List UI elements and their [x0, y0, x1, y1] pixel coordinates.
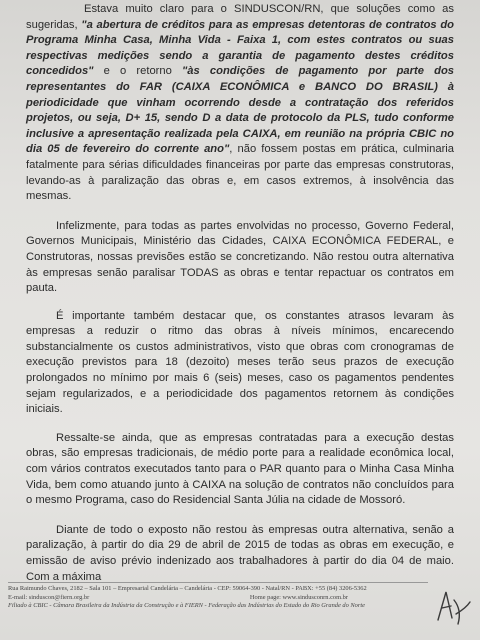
- footer-affiliation: Filiado à CBIC - Câmara Brasileira da Indústria da Construção e à FIERN - Federação das Indústrias do Estado do Rio Grande do Norte: [8, 602, 365, 610]
- paragraph-1: Estava muito claro para o SINDUSCON/RN, que soluções como as sugeridas, "a abertura de créditos para as empresas detentoras de contratos do Programa Minha Casa, Minha Vida - Faixa 1, com estes contratos ou suas respectivas medições sendo a garantia de pagamento destes créditos concedidos" e o retorno "às condições de pagamento por parte dos representantes do FAR (CAIXA ECONÔMICA e BANCO DO BRASIL) à periodicidade que vinham ocorrendo desde a contratação dos referidos projetos, ou seja, D+ 15, sendo D a data de protocolo da PLS, tudo conforme inclusive a apresentação realizada pela CAIXA, em reunião na própria CBIC no dia 05 de fevereiro do corrente ano", não fossem postas em prática, culminaria fatalmente para sérias dificuldades financeiras por parte das empresas construtoras, levando-as à paralização das obras e, em casos extremos, à insolvência das mesmas.: [26, 3, 454, 203]
- footer-homepage: Home page: www.sindusconrn.com.br: [249, 593, 348, 601]
- letter-body: [26, 2, 454, 585]
- paragraph-4: Ressalte-se ainda, que as empresas contratadas para a execução destas obras, são empresas tradicionais, de médio porte para a realidade econômica local, com vários contratos executados tanto para o PAR quanto para o Minha Casa Minha Vida, bem como atuando junto à CAIXA na solução de contratos não concluídos para o mesmo Programa, caso do Residencial Santa Júlia na cidade de Mossoró.: [26, 431, 454, 507]
- footer-contacts: [8, 594, 348, 603]
- paragraph-2: Infelizmente, para todas as partes envolvidas no processo, Governo Federal, Governos Municipais, Ministério das Cidades, CAIXA ECONÔMICA FEDERAL, e Construtoras, nossas previsões estão se concretizando. Não restou outra alternativa às empresas senão paralisar TODAS as obras e tentar repactuar os contratos em pauta.: [26, 219, 454, 295]
- footer-email: E-mail: sinduscon@fiern.org.br: [8, 593, 90, 601]
- letterhead-footer: [8, 582, 428, 611]
- paragraph-5: Diante de todo o exposto não restou às empresas outra alternativa, senão a paralização, à partir do dia 29 de abril de 2015 de todas as obras em execução, e emissão de aviso prévio indenizado aos trabalhadores à partir do dia 04 de maio. Com a máxima: [26, 523, 454, 583]
- signature-mark: [432, 580, 472, 630]
- quoted-proposal-2: "às condições de pagamento por parte dos representantes do FAR (CAIXA ECONÔMICA e BANCO DO BRASIL) à periodicidade que vinham ocorrendo desde a contratação dos referidos projetos, ou seja, D+ 15, sendo D a data de protocolo da PLS, tudo conforme inclusive a apresentação realizada pela CAIXA, em reunião na própria CBIC no dia 05 de fevereiro do corrente ano": [26, 65, 454, 156]
- quoted-proposal-1: "a abertura de créditos para as empresas detentoras de contratos do Programa Minha Casa, Minha Vida - Faixa 1, com estes contratos ou suas respectivas medições sendo a garantia de pagamento destes créditos concedidos": [26, 18, 454, 78]
- footer-address: Rua Raimundo Chaves, 2182 – Sala 101 – Empresarial Candelária – Candelária - CEP: 59064-390 - Natal/RN - PABX: +55 (84) 3206-5362: [8, 585, 367, 592]
- paragraph-3: É importante também destacar que, os constantes atrasos levaram às empresas a reduzir o ritmo das obras à níveis mínimos, encarecendo substancialmente os custos administrativos, visto que obras com cronogramas de execução previstos para 18 (dezoito) meses terão seus prazos de execução prolongados no mínimo por mais 6 (seis) meses, caso os pagamentos pendentes sejam regularizados, e a periodicidade dos pagamentos retornem às condições iniciais.: [26, 309, 454, 416]
